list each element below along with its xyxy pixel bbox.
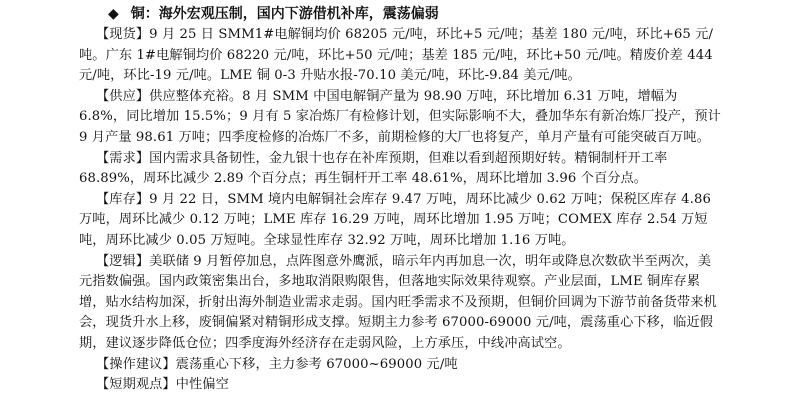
text-short-term: 中性偏空 — [175, 377, 229, 393]
label-short-term: 【短期观点】 — [96, 377, 176, 393]
text-supply: 供应整体充裕。8 月 SMM 中国电解铜产量为 98.90 万吨，环比增加 6.31 万吨，增幅为 6.8%，同比增加 15.5%；9 月有 5 家冶炼厂有检修计划，但实际影响不大，叠加华东有新冶炼厂投产，预计 9 月产量 98.61 万吨；四季度检修的冶炼厂不多，前期检修的大厂也将复产，单月产量有可能突破百万吨。 — [79, 88, 721, 145]
section-title — [108, 4, 439, 24]
paragraph-spot — [79, 25, 721, 87]
text-inventory: 9 月 22 日，SMM 境内电解铜社会库存 9.47 万吨，周环比减少 0.62 万吨；保税区库存 4.86 万吨，周环比减少 0.12 万吨；LME 库存 16.29 万吨，周环比增加 1.95 万吨；COMEX 库存 2.54 万短吨，周环比减少 0.05 万短吨。全球显性库存 32.92 万吨，周环比增加 1.16 万吨。 — [79, 191, 711, 248]
label-inventory: 【库存】 — [96, 191, 150, 207]
title-text: 铜：海外宏观压制，国内下游借机补库，震荡偏弱 — [130, 6, 439, 22]
paragraph-inventory — [79, 190, 721, 252]
paragraph-short-term — [79, 375, 721, 396]
label-spot: 【现货】 — [96, 27, 150, 42]
text-operation: 震荡重心下移，主力参考 67000~69000 元/吨 — [175, 356, 458, 372]
label-logic: 【逻辑】 — [96, 253, 150, 269]
text-spot: 9 月 25 日 SMM1#电解铜均价 68205 元/吨，环比+5 元/吨；基差 180 元/吨，环比+65 元/吨。广东 1#电解铜均价 68220 元/吨，环比+50 元/吨；基差 185 元/吨，环比+50 元/吨。精废价差 444 元/吨，环比-19 元/吨。LME 铜 0-3 升贴水报-70.10 美元/吨，环比-9.84 美元/吨。 — [79, 27, 714, 84]
diamond-bullet-icon: ◆ — [108, 6, 119, 22]
paragraph-logic — [79, 252, 721, 355]
label-operation: 【操作建议】 — [96, 356, 176, 372]
text-demand: 国内需求具备韧性，金九银十也存在补库预期，但难以看到超预期好转。精铜制杆开工率 68.89%，周环比减少 2.89 个百分点；再生铜杆开工率 48.61%，周环比增加 3.96 个百分点。 — [79, 150, 668, 187]
paragraph-demand — [79, 149, 721, 190]
label-supply: 【供应】 — [96, 88, 150, 104]
text-logic: 美联储 9 月暂停加息，点阵图意外鹰派，暗示年内再加息一次，明年或降息次数砍半至两次，美元指数偏强。国内政策密集出台，多地取消限购限售，但落地实际效果待观察。产业层面，LME 铜库存累增，贴水结构加深，折射出海外制造业需求走弱。国内旺季需求不及预期，但铜价回调为下游节前备货带来机会，现货升水上移，废铜偏紧对精铜形成支撑。短期主力参考 67000-69000 元/吨，震荡重心下移，临近假期，建议逐步降低仓位；四季度海外经济存在走弱风险，上方承压，中线冲高试空。 — [79, 253, 717, 351]
paragraph-operation — [79, 355, 721, 376]
report-body — [79, 25, 721, 396]
label-demand: 【需求】 — [96, 150, 150, 166]
paragraph-supply — [79, 87, 721, 149]
